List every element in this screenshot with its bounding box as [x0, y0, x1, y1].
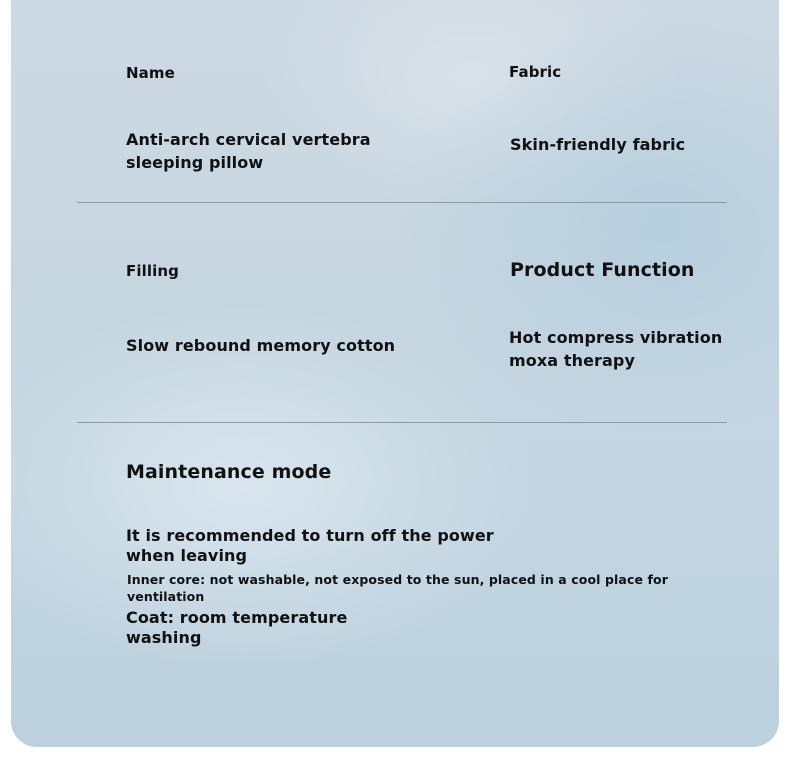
function-label: Product Function: [510, 259, 695, 281]
name-value-line2: sleeping pillow: [126, 153, 264, 172]
coat-note-line1: Coat: room temperature: [126, 608, 348, 627]
divider-1: [77, 202, 727, 203]
coat-note-line2: washing: [126, 628, 202, 647]
filling-label: Filling: [126, 262, 179, 280]
name-value-line1: Anti-arch cervical vertebra: [126, 130, 371, 149]
maintenance-title: Maintenance mode: [126, 461, 332, 483]
power-note-line1: It is recommended to turn off the power: [126, 526, 494, 545]
function-value-line2: moxa therapy: [509, 351, 636, 370]
divider-2: [77, 422, 727, 423]
power-note-line2: when leaving: [126, 546, 248, 565]
core-note-line2: ventilation: [127, 589, 205, 604]
core-note-line1: Inner core: not washable, not exposed to the sun, placed in a cool place for: [127, 572, 668, 587]
function-value-line1: Hot compress vibration: [509, 328, 723, 347]
name-label: Name: [126, 64, 175, 82]
fabric-label: Fabric: [509, 63, 562, 81]
filling-value: Slow rebound memory cotton: [126, 336, 396, 355]
product-spec-card: [11, 0, 779, 747]
fabric-value: Skin-friendly fabric: [510, 135, 686, 154]
